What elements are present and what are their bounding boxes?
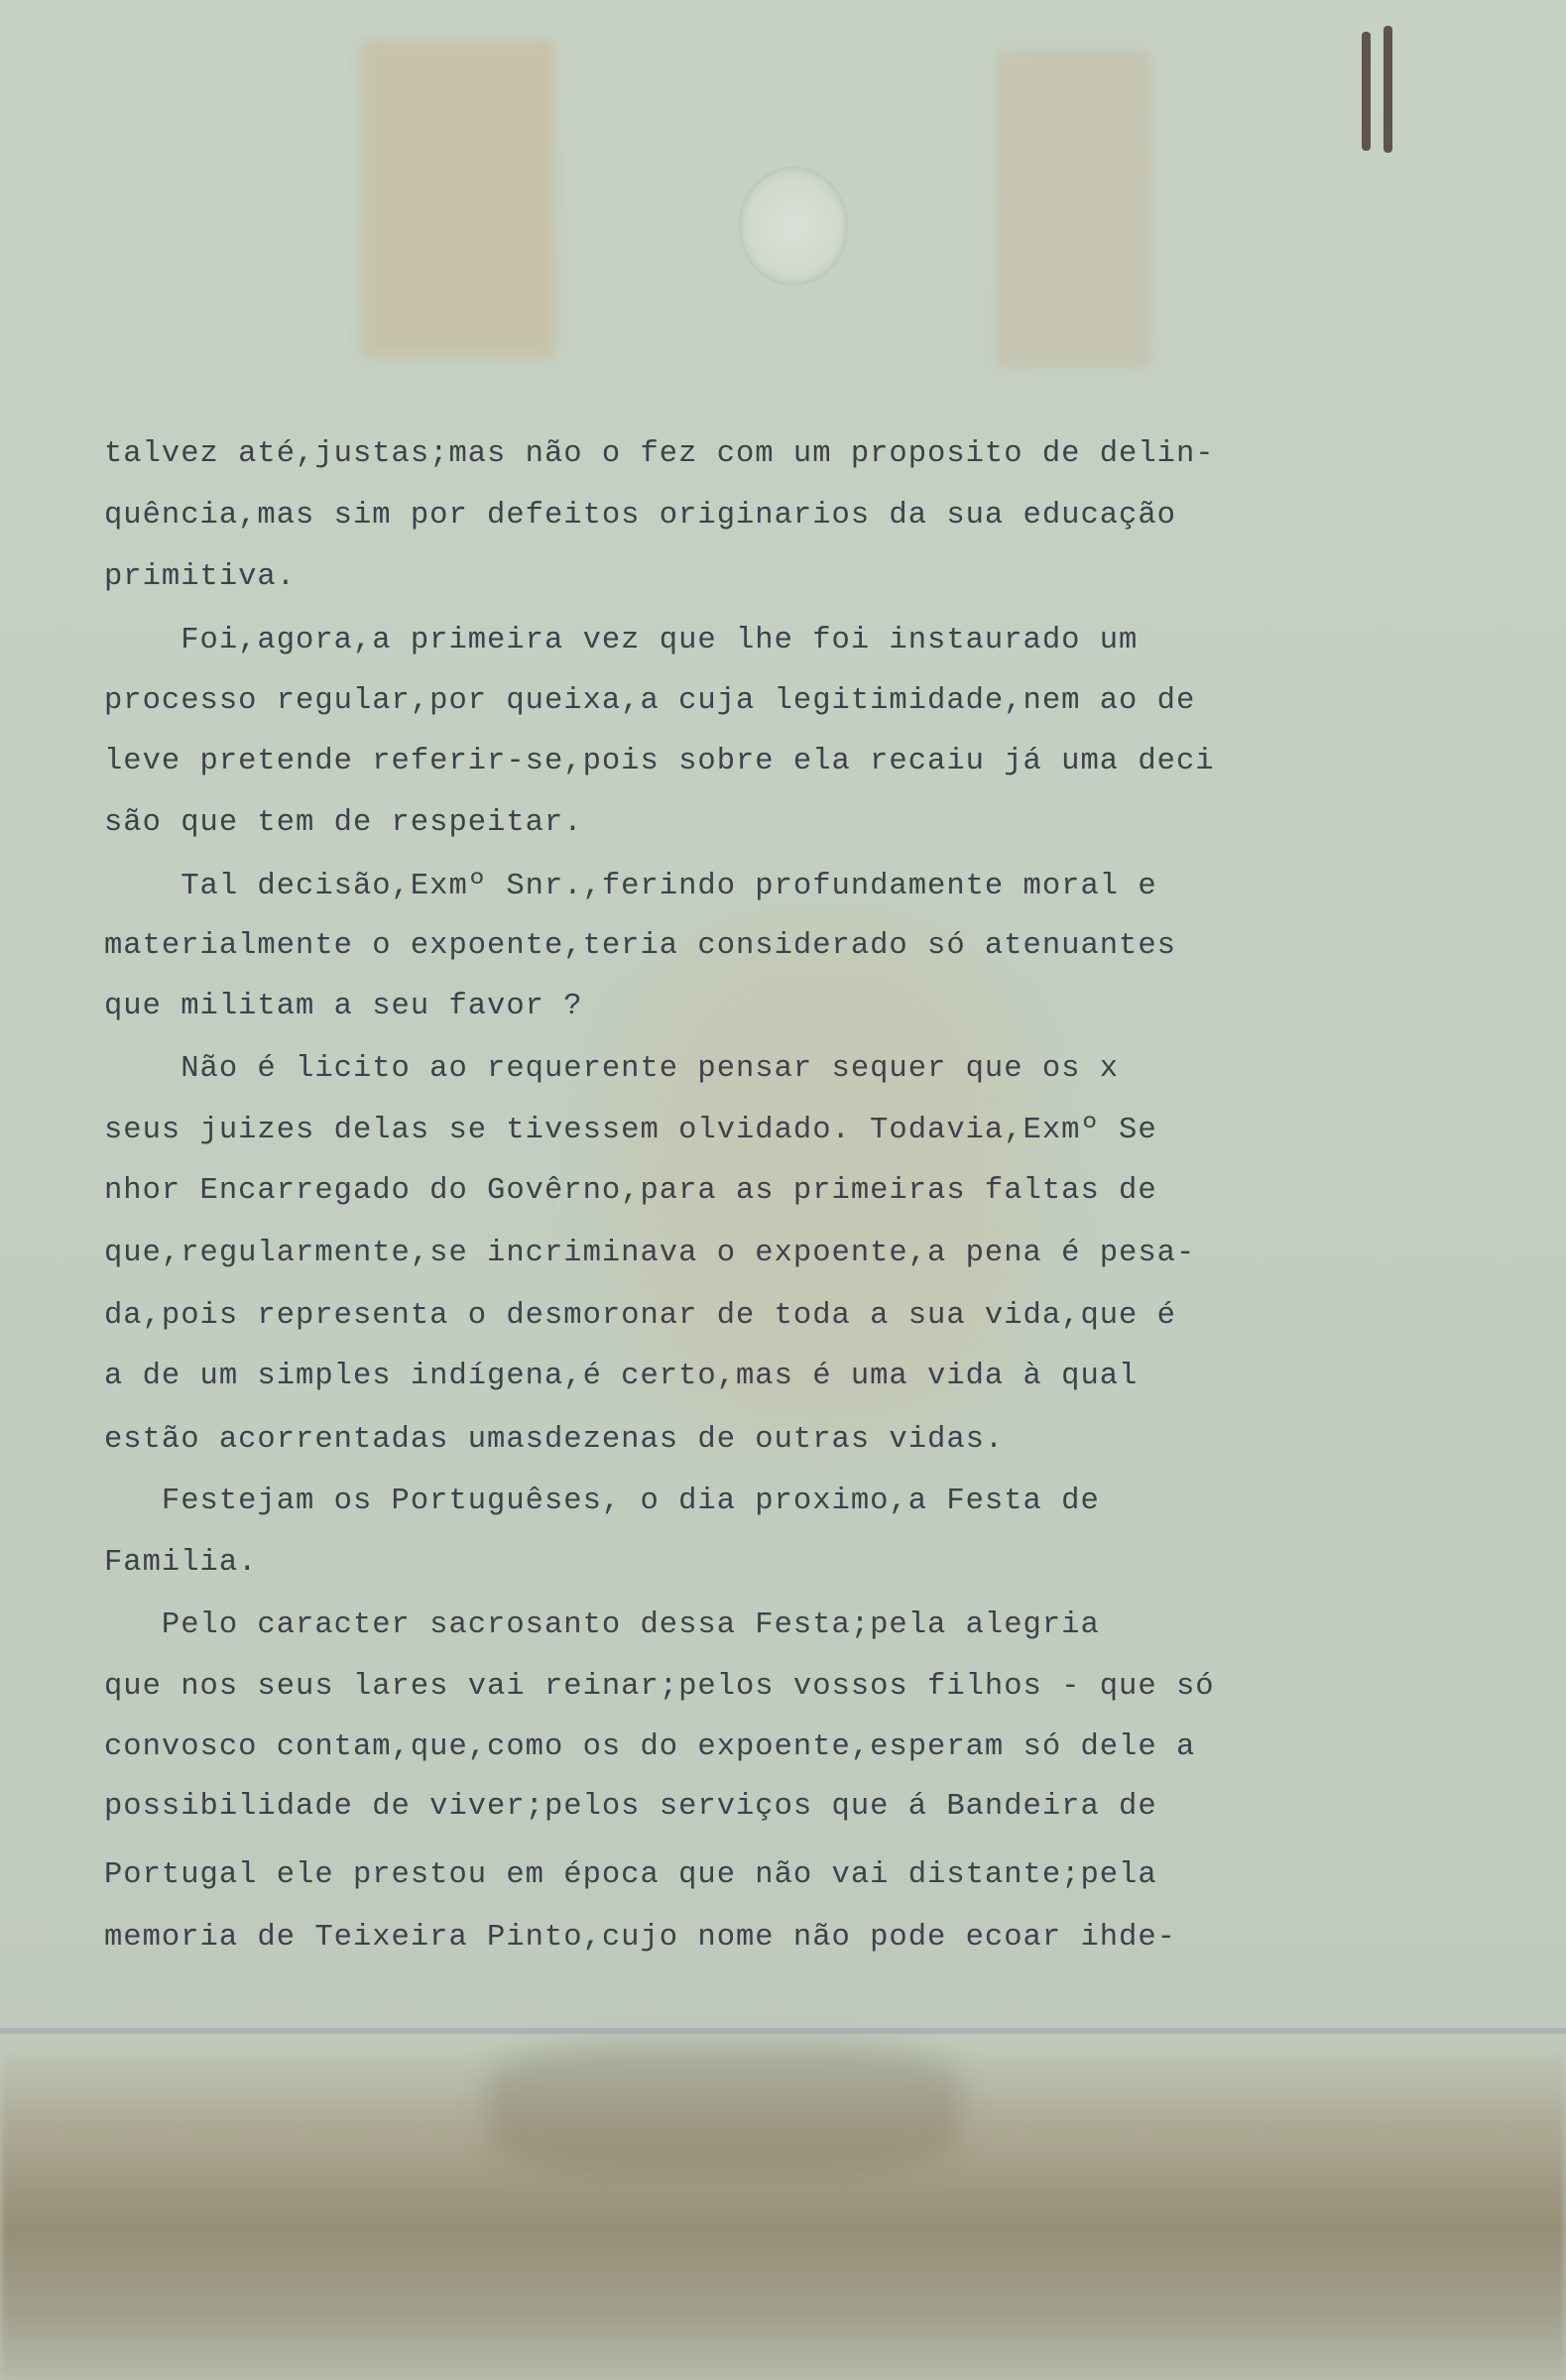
staple-holes (1354, 20, 1413, 159)
text-line: são que tem de respeitar. (104, 806, 583, 840)
text-line: Pelo caracter sacrosanto dessa Festa;pela alegria (104, 1608, 1100, 1642)
text-line: Portugal ele prestou em época que não vai distante;pela (104, 1858, 1157, 1892)
text-line: da,pois representa o desmoronar de toda a sua vida,que é (104, 1299, 1176, 1333)
text-line: nhor Encarregado do Govêrno,para as primeiras faltas de (104, 1174, 1157, 1208)
paper-stain (997, 50, 1150, 367)
text-line: possibilidade de viver;pelos serviços que á Bandeira de (104, 1790, 1157, 1824)
text-line: Tal decisão,Exmº Snr.,ferindo profundamente moral e (104, 870, 1157, 903)
text-line: memoria de Teixeira Pinto,cujo nome não pode ecoar ihde- (104, 1921, 1176, 1955)
text-line: Familia. (104, 1546, 258, 1580)
text-line: materialmente o expoente,teria considerado só atenuantes (104, 929, 1176, 963)
text-line: que nos seus lares vai reinar;pelos vossos filhos - que só (104, 1670, 1215, 1704)
paper-stain (362, 40, 555, 357)
text-line: Festejam os Portuguêses, o dia proximo,a Festa de (104, 1485, 1100, 1518)
text-line: quência,mas sim por defeitos originarios da sua educação (104, 499, 1176, 533)
text-line: Foi,agora,a primeira vez que lhe foi instaurado um (104, 624, 1139, 657)
text-line: a de um simples indígena,é certo,mas é uma vida à qual (104, 1360, 1139, 1393)
text-line: convosco contam,que,como os do expoente,esperam só dele a (104, 1730, 1196, 1764)
text-line: estão acorrentadas umasdezenas de outras vidas. (104, 1423, 1005, 1457)
text-line: seus juizes delas se tivessem olvidado. Todavia,Exmº Se (104, 1114, 1157, 1147)
text-line: que militam a seu favor ? (104, 990, 583, 1023)
embossed-seal (739, 167, 848, 286)
text-line: primitiva. (104, 560, 297, 594)
text-line: leve pretende referir-se,pois sobre ela recaiu já uma deci (104, 745, 1215, 778)
text-line: talvez até,justas;mas não o fez com um proposito de delin- (104, 437, 1215, 471)
text-line: que,regularmente,se incriminava o expoente,a pena é pesa- (104, 1237, 1196, 1270)
text-line: Não é licito ao requerente pensar sequer que os x (104, 1052, 1120, 1086)
water-damage (486, 2043, 962, 2172)
paper-crease (0, 2028, 1566, 2034)
text-line: processo regular,por queixa,a cuja legitimidade,nem ao de (104, 684, 1196, 718)
